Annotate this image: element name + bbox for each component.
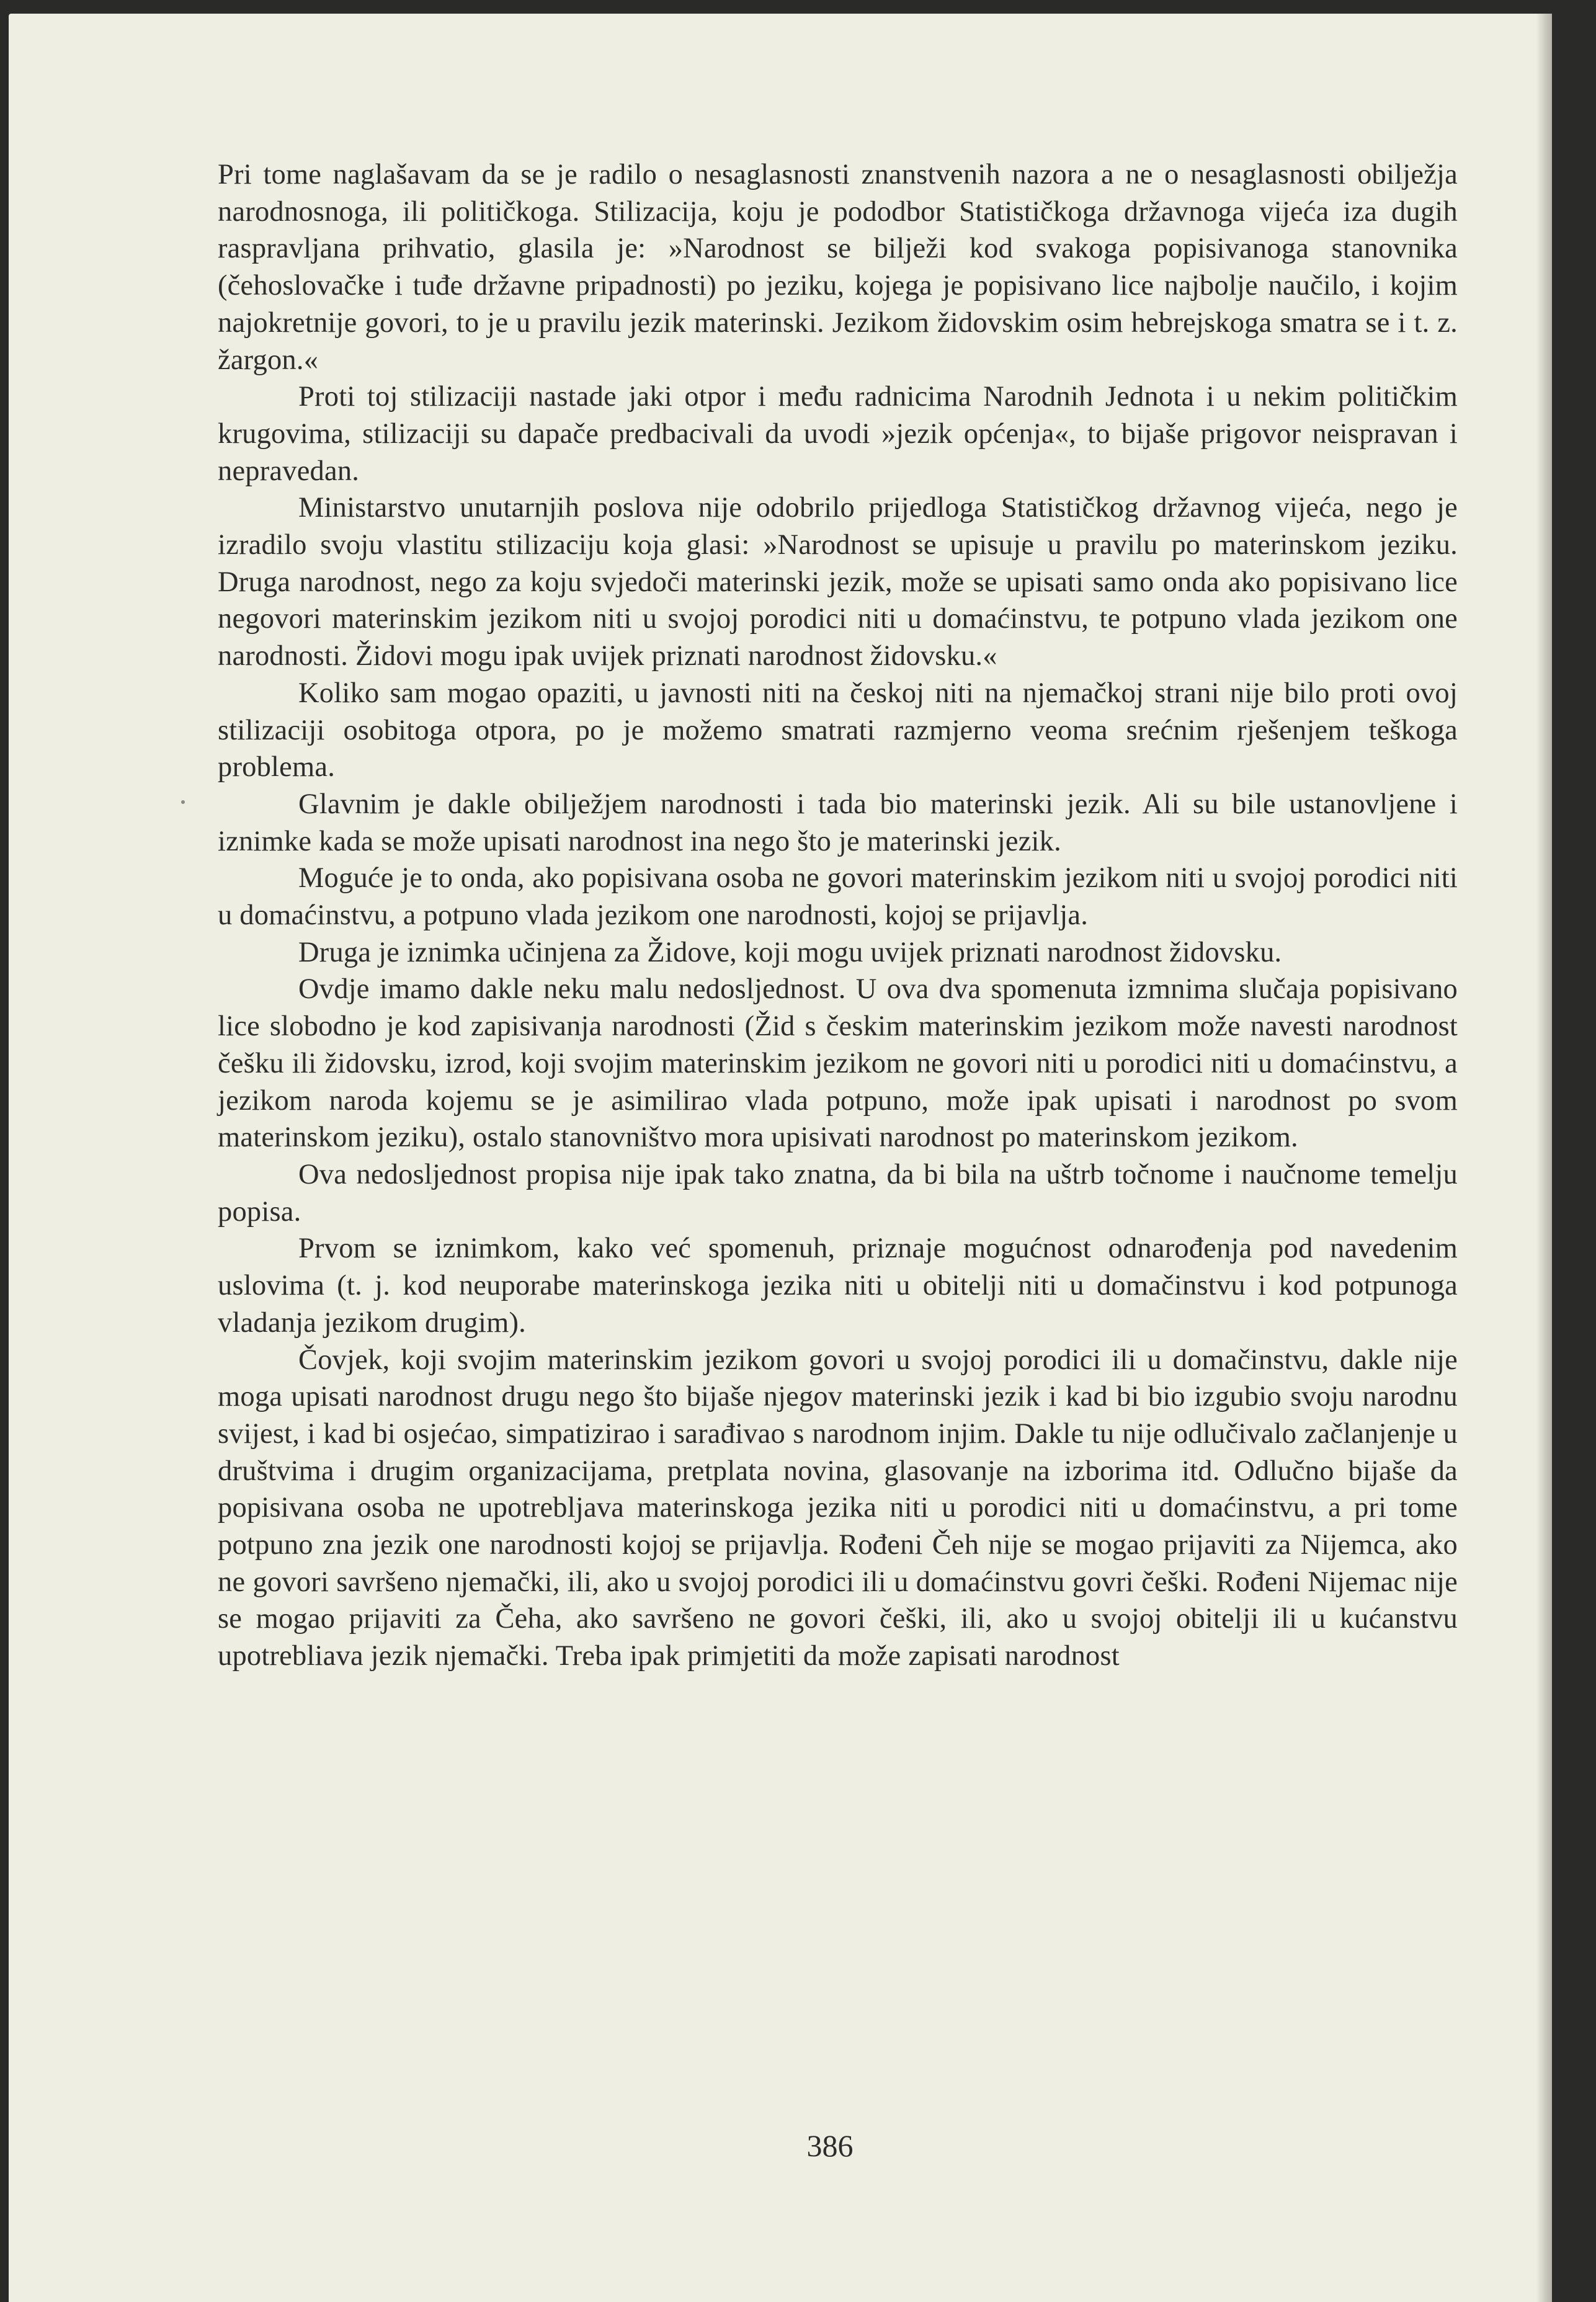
paragraph-3: Ministarstvo unutarnjih poslova nije odobrilo prijedloga Statističkog državnog vijeća, nego je izradilo svoju vlastitu stilizaciju koja glasi: »Narodnost se upisuje u pravilu po materinskom jeziku. Druga narodnost, nego za koju svjedoči materinski jezik, može se upisati samo onda ako popisivano lice negovori materinskim jezikom niti u svojoj porodici niti u domaćinstvu, te potpuno vlada jezikom one narodnosti. Židovi mogu ipak uvijek priznati narodnost židovsku.« bbox=[218, 492, 1458, 672]
page-number: 386 bbox=[806, 2128, 854, 2163]
paragraph-5: Glavnim je dakle obilježjem narodnosti i tada bio materinski jezik. Ali su bile ustanovljene i iznimke kada se može upisati narodnost ina nego što je materinski jezik. bbox=[218, 788, 1458, 857]
paragraph-11: Čovjek, koji svojim materinskim jezikom govori u svojoj porodici ili u domačinstvu, dakle nije moga upisati narodnost drugu nego što bijaše njegov materinski jezik i kad bi bio izgubio svoju narodnu svijest, i kad bi osjećao, simpatizirao i sarađivao s narodnom injim. Dakle tu nije odlučivalo začlanjenje u društvima i drugim organizacijama, pretplata novina, glasovanje na izborima itd. Odlučno bijaše da popisivana osoba ne upotrebljava materinskoga jezika niti u porodici niti u domaćinstvu, a pri tome potpuno zna jezik one narodnosti kojoj se prijavlja. Rođeni Čeh nije se mogao prijaviti za Nijemca, ako ne govori savršeno njemački, ili, ako u svojoj porodici ili u domaćinstvu govri češki. Rođeni Nijemac nije se mogao prijaviti za Čeha, ako savršeno ne govori češki, ili, ako u svojoj obitelji ili u kućanstvu upotrebliava jezik njemački. Treba ipak primjetiti da može zapisati narodnost bbox=[218, 1344, 1458, 1672]
paragraph-6: Moguće je to onda, ako popisivana osoba ne govori materinskim jezikom niti u svojoj porodici niti u domaćinstvu, a potpuno vlada jezikom one narodnosti, kojoj se prijavlja. bbox=[218, 862, 1458, 932]
paragraph-9: Ova nedosljednost propisa nije ipak tako znatna, da bi bila na uštrb točnome i naučnome temelju popisa. bbox=[218, 1158, 1458, 1228]
paragraph-4: Koliko sam mogao opaziti, u javnosti niti na českoj niti na njemačkoj strani nije bilo proti ovoj stilizaciji osobitoga otpora, po je možemo smatrati razmjerno veoma srećnim rješenjem teškoga problema. bbox=[218, 677, 1458, 783]
spine-shadow bbox=[1536, 14, 1552, 2302]
paragraph-2: Proti toj stilizaciji nastade jaki otpor i među radnicima Narodnih Jednota i u nekim političkim krugovima, stilizaciji su dapače predbacivali da uvodi »jezik općenja«, to bijaše prigovor neispravan i nepravedan. bbox=[218, 381, 1458, 487]
paragraph-7: Druga je iznimka učinjena za Židove, koji mogu uvijek priznati narodnost židovsku. bbox=[298, 936, 1282, 968]
book-page bbox=[9, 14, 1552, 2302]
margin-speck bbox=[181, 800, 185, 804]
paragraph-8: Ovdje imamo dakle neku malu nedosljednost. U ova dva spomenuta izmnima slučaja popisivano lice slobodno je kod zapisivanja narodnosti (Žid s českim materinskim jezikom može navesti narodnost češku ili židovsku, izrod, koji svojim materinskim jezikom ne govori niti u porodici niti u domaćinstvu, a jezikom naroda kojemu se je asimilirao vlada potpuno, može ipak upisati i narodnost po svom materinskom jeziku), ostalo stanovništvo mora upisivati narodnost po materinskom jezikom. bbox=[218, 973, 1458, 1154]
paragraph-10: Prvom se iznimkom, kako već spomenuh, priznaje mogućnost odnarođenja pod navedenim uslovima (t. j. kod neuporabe materinskoga jezika niti u obitelji niti u domačinstvu i kod potpunoga vladanja jezikom drugim). bbox=[218, 1233, 1458, 1339]
paragraph-1: Pri tome naglašavam da se je radilo o nesaglasnosti znanstvenih nazora a ne o nesaglasnosti obilježja narodnosnoga, ili političkoga. Stilizacija, koju je pododbor Statističkoga državnoga vijeća iza dugih raspravljana prihvatio, glasila je: »Narodnost se bilježi kod svakoga popisivanoga stanovnika (čehoslovačke i tuđe državne pripadnosti) po jeziku, kojega je popisivano lice najbolje naučilo, i kojim najokretnije govori, to je u pravilu jezik materinski. Jezikom židovskim osim hebrejskoga smatra se i t. z. žargon.« bbox=[218, 159, 1458, 376]
body-text bbox=[218, 156, 1458, 1675]
